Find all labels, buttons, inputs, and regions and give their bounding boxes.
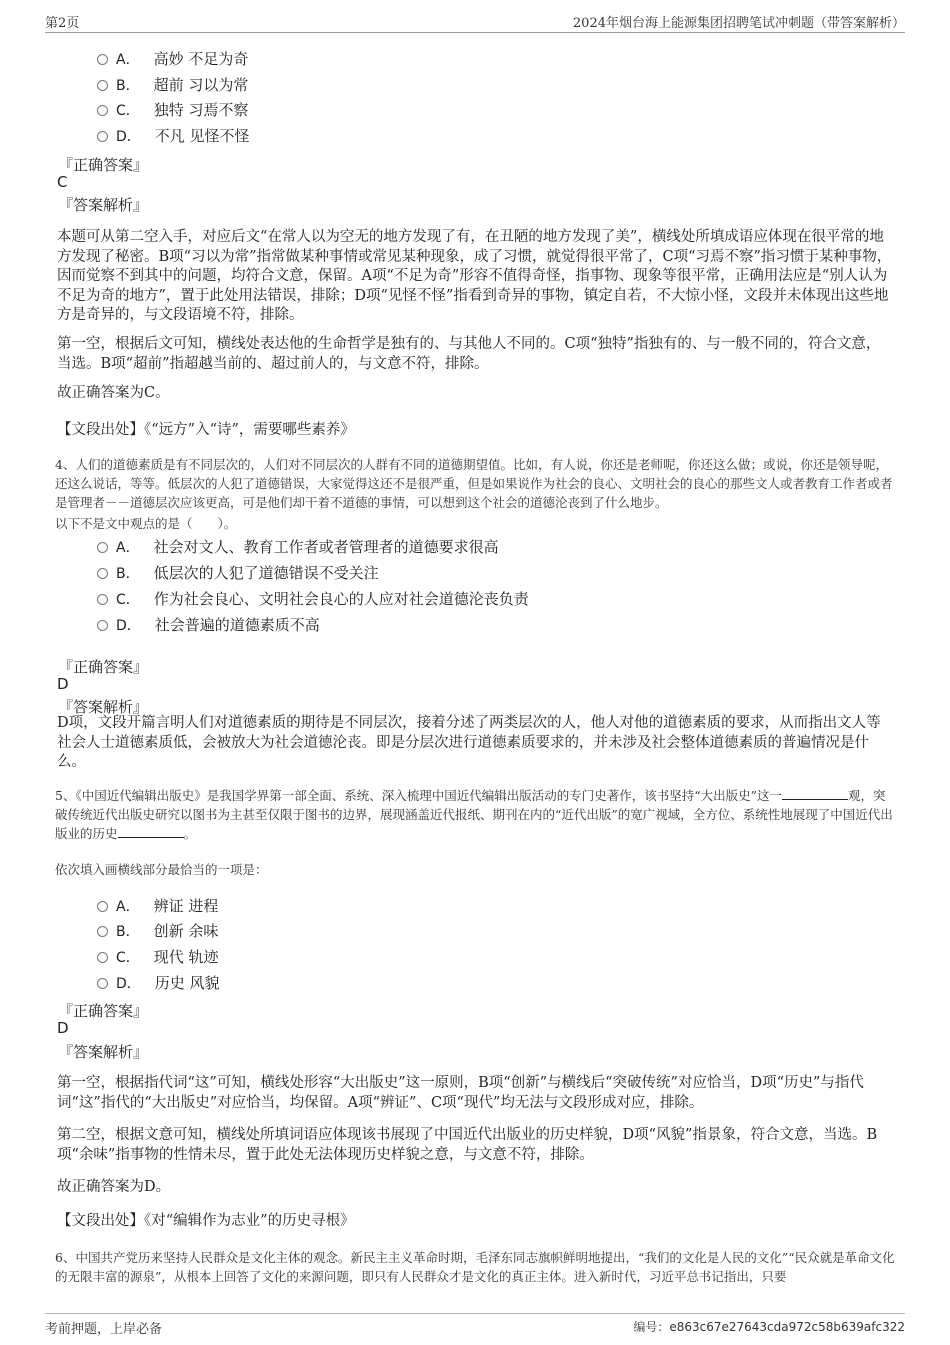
q5-option-a[interactable]: A． 辨证 进程 bbox=[97, 895, 218, 917]
q3-option-d[interactable]: D． 不凡 见怪不怪 bbox=[97, 125, 250, 147]
q4-question: 以下不是文中观点的是（ ）。 bbox=[55, 516, 237, 531]
q5-stem: 5、《中国近代编辑出版史》是我国学界第一部全面、系统、深入梳理中国近代编辑出版活动的专门史著作，该书坚持“大出版史”这一 观，突破传统近代出版史研究以图书为主甚至仅限于图书的边界，展现涵盖近代报纸、期刊在内的“近代出版”的宽广视域，全方位、系统性地展现了中国近代出版业的历史 。 bbox=[55, 788, 893, 841]
q3-option-c[interactable]: C． 独特 习焉不察 bbox=[97, 99, 249, 121]
radio-icon[interactable] bbox=[97, 54, 108, 65]
q4-option-a[interactable]: A． 社会对文人、教育工作者或者管理者的道德要求很高 bbox=[97, 536, 499, 558]
radio-icon[interactable] bbox=[97, 131, 108, 142]
document-id: 编号：e863c67e27643cda972c58b639afc322 bbox=[633, 1320, 905, 1334]
document-title: 2024年烟台海上能源集团招聘笔试冲刺题（带答案解析） bbox=[572, 16, 905, 31]
radio-icon[interactable] bbox=[97, 926, 108, 937]
q5-question: 依次填入画横线部分最恰当的一项是： bbox=[55, 862, 268, 877]
q4-answer-label: 『正确答案』 bbox=[58, 658, 149, 676]
q3-answer-label: 『正确答案』 bbox=[58, 156, 149, 174]
q4-analysis-label: 『答案解析』 bbox=[58, 698, 149, 716]
q5-answer: D bbox=[57, 1019, 69, 1037]
radio-icon[interactable] bbox=[97, 542, 108, 553]
q5-answer-label: 『正确答案』 bbox=[58, 1002, 149, 1020]
q5-option-b[interactable]: B． 创新 余味 bbox=[97, 920, 218, 942]
q4-answer: D bbox=[57, 675, 69, 693]
q5-analysis-label: 『答案解析』 bbox=[58, 1043, 149, 1061]
q5-option-c[interactable]: C． 现代 轨迹 bbox=[97, 946, 219, 968]
q5-option-d[interactable]: D． 历史 风貌 bbox=[97, 972, 220, 994]
q3-analysis-p3: 故正确答案为C。 bbox=[57, 385, 170, 401]
page-footer bbox=[45, 1313, 905, 1339]
radio-icon[interactable] bbox=[97, 901, 108, 912]
page-number: 第2页 bbox=[45, 16, 80, 31]
q5-analysis-p1: 第一空，根据指代词“这”可知，横线处形容“大出版史”这一原则，B项“创新”与横线后“突破传统”对应恰当，D项“历史”与指代词“这”指代的“大出版史”对应恰当，均保留。A项“辨证”、C项“现代”均无法与文段形成对应，排除。 bbox=[57, 1075, 864, 1111]
footer-slogan: 考前押题，上岸必备 bbox=[45, 1322, 163, 1337]
radio-icon[interactable] bbox=[97, 568, 108, 579]
q5-analysis-p3: 故正确答案为D。 bbox=[57, 1179, 171, 1195]
q4-analysis: D项，文段开篇言明人们对道德素质的期待是不同层次，接着分述了两类层次的人，他人对他的道德素质的要求，从而指出文人等社会人士道德素质低，会被放大为社会道德沦丧。即是分层次进行道德素质要求的，并未涉及社会整体道德素质的普遍情况是什么。 bbox=[57, 715, 881, 770]
q4-option-d[interactable]: D． 社会普遍的道德素质不高 bbox=[97, 614, 320, 636]
q3-answer: C bbox=[57, 173, 68, 191]
fill-blank-1 bbox=[782, 787, 848, 800]
radio-icon[interactable] bbox=[97, 978, 108, 989]
radio-icon[interactable] bbox=[97, 594, 108, 605]
q3-option-b[interactable]: B． 超前 习以为常 bbox=[97, 74, 248, 96]
q5-source: 【文段出处】《对“编辑作为志业”的历史寻根》 bbox=[57, 1213, 355, 1229]
radio-icon[interactable] bbox=[97, 620, 108, 631]
radio-icon[interactable] bbox=[97, 80, 108, 91]
q3-source: 【文段出处】《“远方”入“诗”，需要哪些素养》 bbox=[57, 422, 355, 438]
q4-stem: 4、人们的道德素质是有不同层次的，人们对不同层次的人群有不同的道德期望值。比如，有人说，你还是老师呢，你还这么做；或说，你还是领导呢，还这么说话，等等。低层次的人犯了道德错误，大家觉得这还不是很严重，但是如果说作为社会的良心、文明社会的良心的那些文人或者教育工作者或者是管理者－－道德层次应该更高，可是他们却干着不道德的事情，可以想到这个社会的道德沦丧到了什么地步。 bbox=[55, 457, 893, 510]
page-header bbox=[45, 12, 905, 33]
q4-option-b[interactable]: B． 低层次的人犯了道德错误不受关注 bbox=[97, 562, 379, 584]
radio-icon[interactable] bbox=[97, 952, 108, 963]
fill-blank-2 bbox=[118, 825, 184, 838]
radio-icon[interactable] bbox=[97, 105, 108, 116]
q3-analysis-label: 『答案解析』 bbox=[58, 196, 149, 214]
q4-option-c[interactable]: C． 作为社会良心、文明社会良心的人应对社会道德沦丧负责 bbox=[97, 588, 529, 610]
q3-analysis-p1: 本题可从第二空入手，对应后文“在常人以为空无的地方发现了有，在丑陋的地方发现了美”，横线处所填成语应体现在很平常的地方发现了秘密。B项“习以为常”指常做某种事情或常见某种现象，成了习惯，就觉得很平常了，C项“习焉不察”指习惯于某种事物，因而觉察不到其中的问题，均符合文意，保留。A项“不足为奇”形容不值得奇怪，指事物、现象等很平常，正确用法应是“别人认为不足为奇的地方”，置于此处用法错误，排除；D项“见怪不怪”指看到奇异的事物，镇定自若，不大惊小怪，文段并未体现出这些地方是奇异的，与文段语境不符，排除。 bbox=[57, 229, 892, 323]
q3-analysis-p2: 第一空，根据后文可知，横线处表达他的生命哲学是独有的、与其他人不同的。C项“独特”指独有的、与一般不同的，符合文意，当选。B项“超前”指超越当前的、超过前人的，与文意不符，排除。 bbox=[57, 336, 881, 372]
q6-stem: 6、中国共产党历来坚持人民群众是文化主体的观念。新民主主义革命时期，毛泽东同志旗帜鲜明地提出，“我们的文化是人民的文化”“民众就是革命文化的无限丰富的源泉”，从根本上回答了文化的来源问题，即只有人民群众才是文化的真正主体。进入新时代，习近平总书记指出，只要 bbox=[55, 1250, 895, 1284]
q5-analysis-p2: 第二空，根据文意可知，横线处所填词语应体现该书展现了中国近代出版业的历史样貌，D项“风貌”指景象，符合文意，当选。B项“余味”指事物的性情未尽，置于此处无法体现历史样貌之意，与文意不符，排除。 bbox=[57, 1127, 878, 1163]
q3-option-a[interactable]: A． 高妙 不足为奇 bbox=[97, 48, 248, 70]
